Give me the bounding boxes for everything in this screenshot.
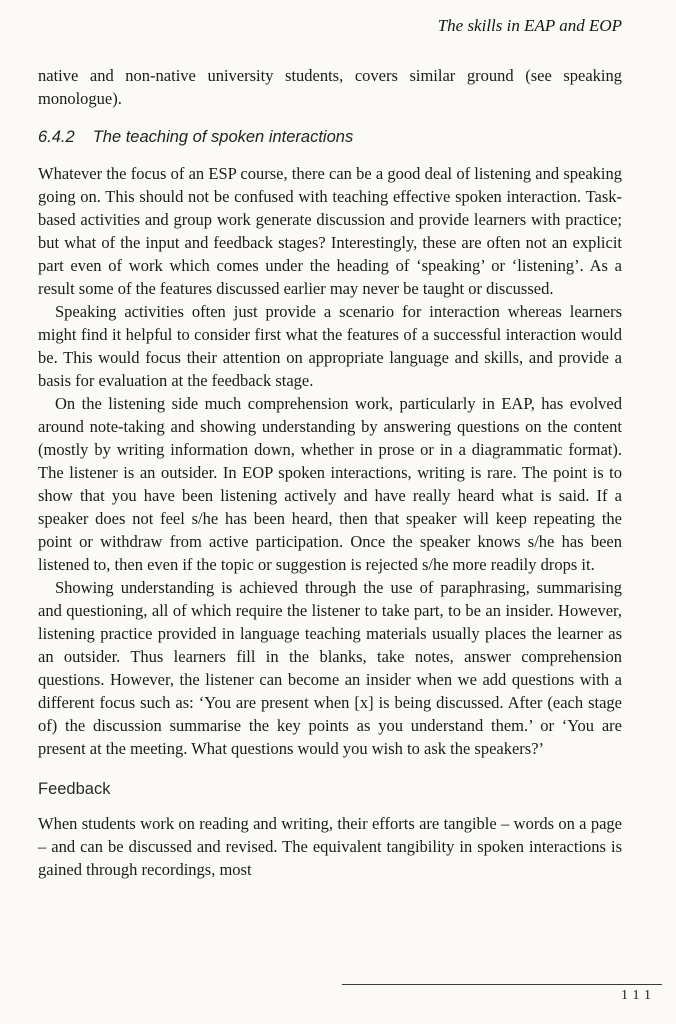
paragraph-showing-understanding: Showing understanding is achieved through the use of paraphrasing, summarising and questioning, all of which require the listener to take part, to be an insider. However, listening practice provided in language teaching materials usually places the learner as an outsider. Thus learners fill in the blanks, take notes, answer comprehension questions. However, the listener can become an insider when we add questions with a different focus such as: ‘You are present when [x] is being discussed. After (each stage of) the discussion summarise the key points as you understand them.’ or ‘You are present at the meeting. What questions would you wish to ask the speakers?’: [38, 578, 622, 758]
closing-paragraph: When students work on reading and writing, their efforts are tangible – words on a page – and can be discussed and revised. The equivalent tangibility in spoken interactions is gained through recordings, most: [38, 814, 622, 879]
section-title: The teaching of spoken interactions: [92, 128, 354, 146]
subheading-feedback: Feedback: [38, 780, 111, 798]
running-header: The skills in EAP and EOP: [437, 16, 622, 35]
opening-paragraph: native and non-native university students, covers similar ground (see speaking monologue).: [38, 66, 622, 108]
paragraph-speaking-activities: Speaking activities often just provide a scenario for interaction whereas learners might find it helpful to consider first what the features of a successful interaction would be. This would focus their attention on appropriate language and skills, and provide a basis for evaluation at the feedback stage.: [38, 302, 622, 390]
paragraph-whatever-the-focus: Whatever the focus of an ESP course, there can be a good deal of listening and speaking going on. This should not be confused with teaching effective spoken interaction. Task-based activities and group work generate discussion and provide learners with practice; but what of the input and feedback stages? Interestingly, these are often not an explicit part even of work which comes under the heading of ‘speaking’ or ‘listening’. As a result some of the features discussed earlier may never be taught or discussed.: [38, 164, 622, 298]
paragraph-on-the-listening-side: On the listening side much comprehension work, particularly in EAP, has evolved around note-taking and showing understanding by answering questions on the content (mostly by writing information down, whether in prose or in a diagrammatic format). The listener is an outsider. In EOP spoken interactions, writing is rare. The point is to show that you have been listening actively and have really heard what is said. If a speaker does not feel s/he has been heard, then that speaker will keep repeating the point or withdraw from active participation. Once the speaker knows s/he has been listened to, then even if the topic or suggestion is rejected s/he more readily drops it.: [38, 394, 622, 574]
section-heading: [38, 128, 622, 147]
section-number: 6.4.2: [38, 128, 75, 146]
page-number: 111: [621, 988, 656, 1003]
page-footer: [342, 984, 662, 1004]
